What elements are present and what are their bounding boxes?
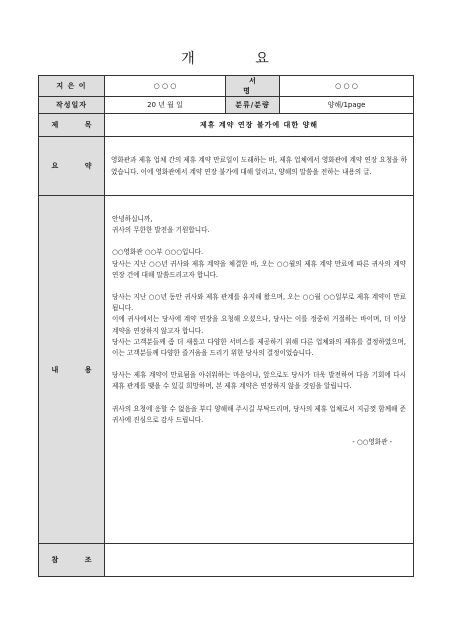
content-cell[interactable]	[105, 196, 414, 544]
category-value[interactable]: 양해/1page	[280, 97, 414, 114]
date-value[interactable]: 20 년 월 일	[105, 97, 226, 114]
writer-value[interactable]: ○ ○ ○	[105, 76, 226, 97]
reference-cell[interactable]	[105, 544, 414, 577]
reference-row	[39, 544, 414, 577]
summary-cell[interactable]	[105, 137, 414, 196]
summary-label: 요 약	[39, 137, 105, 196]
document-title: 개 요	[181, 51, 297, 67]
signer-label: 서 명	[226, 76, 280, 97]
body-paragraph-2: 당사는 제휴 계약이 만료됨을 아쉬워하는 마음이나, 앞으로도 당사가 더욱 발전하여 다음 기회에 다시 제휴 관계를 맺을 수 있길 희망하며, 본 제휴 계약은 연장하지 않을 것임을 알립니다.	[112, 371, 406, 391]
subject-value[interactable]: 제휴 계약 연장 불가에 대한 양해	[105, 114, 414, 137]
letter-body	[105, 196, 413, 458]
subject-label: 제 목	[39, 114, 105, 137]
greeting-line-2: 귀사의 무한한 발전을 기원합니다.	[112, 226, 210, 235]
date-row	[39, 97, 414, 114]
date-label: 작성일자	[39, 97, 105, 114]
body-paragraph-1a: 당사는 지난 ○○년 동안 귀사와 제휴 관계를 유지해 왔으며, 오는 ○○월 ○○일부로 제휴 계약이 만료됩니다.	[112, 293, 406, 313]
subject-row	[39, 114, 414, 137]
signer-value[interactable]: ○ ○ ○	[280, 76, 414, 97]
signoff: - ○○영화관 -	[352, 438, 392, 447]
summary-form-table	[38, 75, 414, 577]
body-paragraph-1c: 당사는 고객분들께 좀 더 새롭고 다양한 서비스를 제공하기 위해 다른 업체와의 제휴를 결정하였으며, 이는 고객분들께 다양한 즐거움을 드리기 위한 당사의 결정이었습니다.	[112, 337, 406, 358]
greeting-line-1: 안녕하십니까,	[112, 215, 153, 223]
writer-label: 지 은 이	[39, 76, 105, 97]
summary-text: 영화관과 제휴 업체 간의 제휴 계약 만료일이 도래하는 바, 제휴 업체에서 영화관에 계약 연장 요청을 하였습니다. 이에 영화관에서 계약 연장 불가에 대해 알리고, 양해의 말씀을 전하는 내용의 글.	[111, 156, 407, 176]
summary-row	[39, 137, 414, 196]
writer-row	[39, 76, 414, 97]
category-label: 분류/분량	[226, 97, 280, 114]
content-row	[39, 196, 414, 544]
content-label: 내 용	[39, 196, 105, 544]
intro-line-1: ○○영화관 ○○부 ○○○입니다.	[112, 248, 204, 257]
reference-label: 참 조	[39, 544, 105, 577]
body-paragraph-1b: 이에 귀사에서는 당사에 계약 연장을 요청해 오셨으나, 당사는 이를 정중히 거절하는 바이며, 더 이상 계약을 연장하지 않고자 합니다.	[112, 315, 406, 335]
intro-paragraph: 당사는 지난 ○○년 귀사와 제휴 계약을 체결한 바, 오는 ○○월의 제휴 계약 만료에 따른 귀사의 계약 연장 건에 대해 말씀드리고자 합니다.	[112, 259, 406, 279]
body-paragraph-3: 귀사의 요청에 응할 수 없음을 부디 양해해 주시길 부탁드리며, 당사의 제휴 업체로서 지금껏 함께해 준 귀사에 진심으로 감사 드립니다.	[112, 404, 406, 424]
